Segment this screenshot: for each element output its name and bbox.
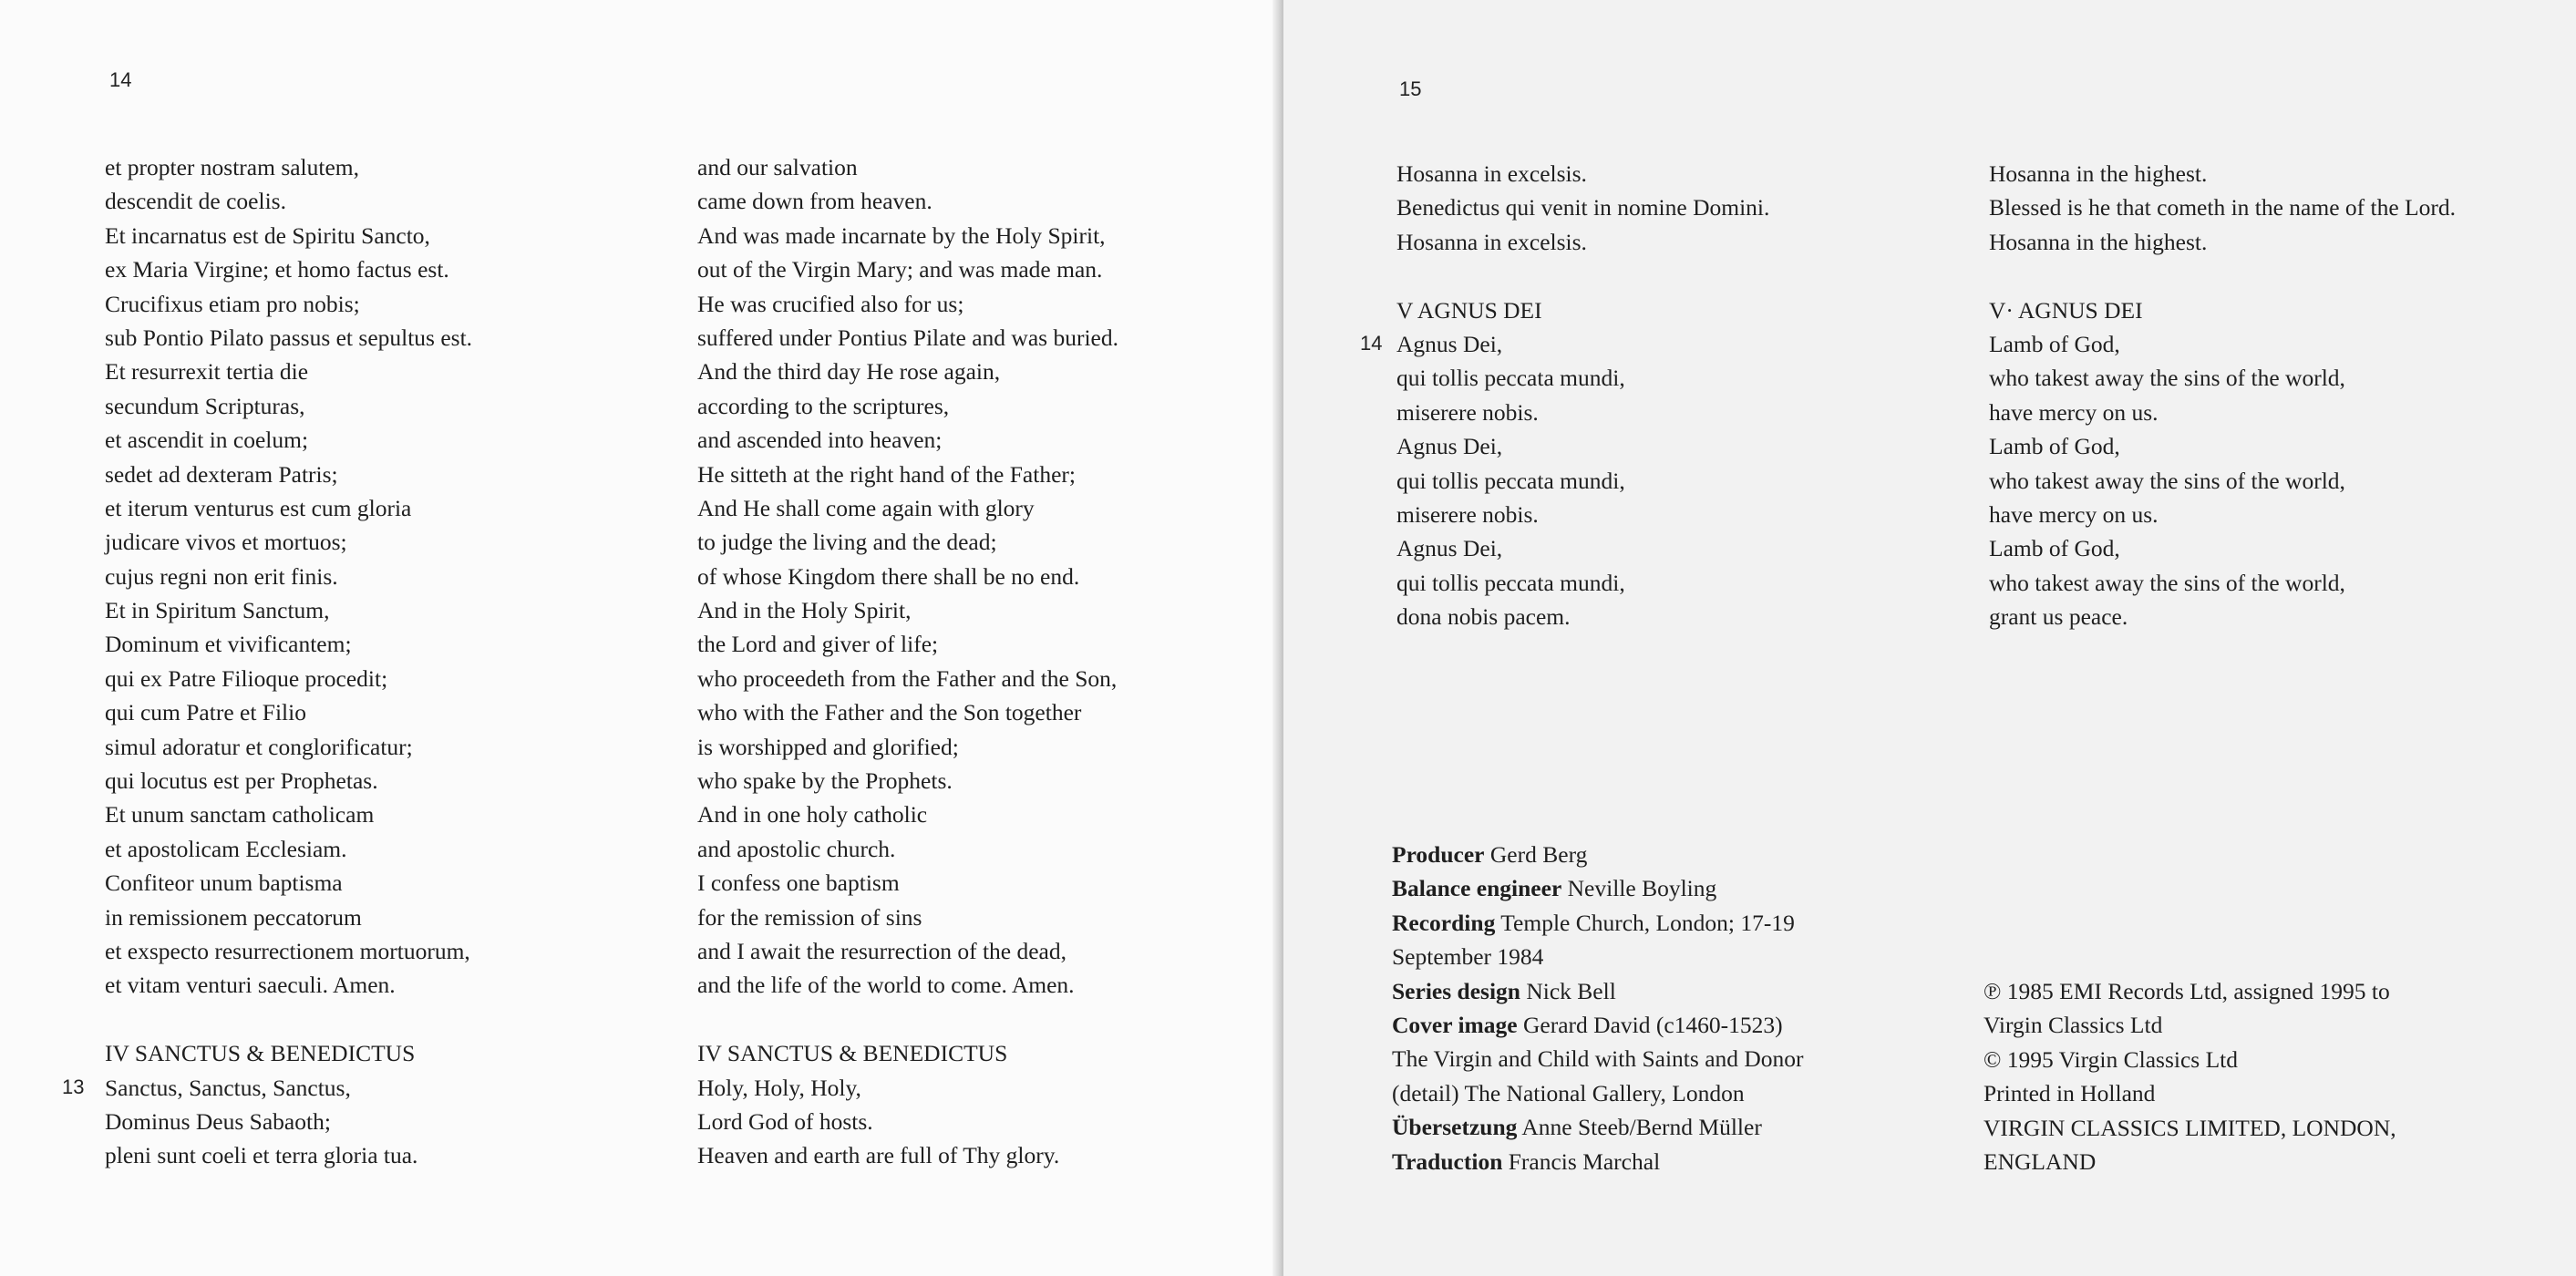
stanza-gap [1396,259,1769,293]
latin-line: Et unum sanctam catholicam [105,801,375,828]
credit-producer [1392,838,1804,871]
latin-line: Agnus Dei, [1396,535,1503,562]
credit-cover-cont: (detail) The National Gallery, London [1392,1079,1745,1106]
english-line: suffered under Pontius Pilate and was buried. [697,324,1118,351]
english-line: Lamb of God, [1989,433,2120,460]
copyright-line: VIRGIN CLASSICS LIMITED, LONDON, [1984,1114,2396,1141]
latin-line: Confiteor unum baptisma [105,870,343,897]
latin-line: qui tollis peccata mundi, [1396,467,1625,494]
english-line: Heaven and earth are full of Thy glory. [697,1142,1060,1169]
credit-value: Gerard David (c1460-1523) [1517,1011,1783,1038]
credit-label: Cover image [1392,1011,1518,1038]
english-line: according to the scriptures, [697,392,950,419]
latin-line: Crucifixus etiam pro nobis; [105,290,360,317]
english-line: for the remission of sins [697,903,922,931]
latin-line: et apostolicam Ecclesiam. [105,835,347,862]
latin-line: Hosanna in excelsis. [1396,228,1587,255]
latin-line: et propter nostram salutem, [105,154,360,180]
english-line: Holy, Holy, Holy, [697,1074,861,1101]
latin-line: qui ex Patre Filioque procedit; [105,664,388,692]
latin-line: Sanctus, Sanctus, Sanctus, [105,1074,351,1101]
english-line: Lord God of hosts. [697,1107,873,1135]
latin-line: Et resurrexit tertia die [105,358,309,386]
english-line: Lamb of God, [1989,535,2120,562]
latin-line: dona nobis pacem. [1396,603,1571,631]
english-line: He was crucified also for us; [697,290,964,317]
english-line: Blessed is he that cometh in the name of the Lord. [1989,194,2456,221]
latin-line: sedet ad dexteram Patris; [105,460,338,488]
track-number-14: 14 [1360,332,1383,355]
latin-line: qui locutus est per Prophetas. [105,767,378,795]
copyright-line: ℗ 1985 EMI Records Ltd, assigned 1995 to [1984,978,2390,1004]
credit-engineer [1392,871,1804,905]
stanza-gap [1989,259,2456,293]
credit-label: Traduction [1392,1147,1503,1175]
english-line: who takest away the sins of the world, [1989,467,2345,494]
section-heading-sanctus-latin: IV SANCTUS & BENEDICTUS [105,1040,416,1067]
latin-column [1396,157,1769,633]
credit-recording [1392,906,1804,940]
english-line: Hosanna in the highest. [1989,160,2208,187]
english-line: And He shall come again with glory [697,494,1035,521]
latin-line: et vitam venturi saeculi. Amen. [105,972,396,999]
english-line: Lamb of God, [1989,330,2120,357]
english-line: and the life of the world to come. Amen. [697,972,1075,999]
latin-line: et ascendit in coelum; [105,427,309,454]
credit-recording-cont: September 1984 [1392,943,1544,971]
latin-line: Hosanna in excelsis. [1396,160,1587,187]
section-heading-sanctus-english: IV SANCTUS & BENEDICTUS [697,1040,1008,1067]
latin-line: qui tollis peccata mundi, [1396,569,1625,596]
right-page [1283,0,2576,1276]
latin-line: pleni sunt coeli et terra gloria tua. [105,1142,418,1169]
latin-line: qui tollis peccata mundi, [1396,365,1625,392]
latin-line: et iterum venturus est cum gloria [105,494,412,521]
latin-line: et exspecto resurrectionem mortuorum, [105,937,470,964]
english-line: And was made incarnate by the Holy Spirit, [697,221,1106,249]
english-line: who with the Father and the Son together [697,699,1082,726]
english-line: He sitteth at the right hand of the Father; [697,460,1076,488]
english-line: and ascended into heaven; [697,427,943,454]
english-line: came down from heaven. [697,188,933,215]
section-heading-agnus-latin: V AGNUS DEI [1396,296,1542,324]
copyright-block [1984,974,2396,1178]
english-line: is worshipped and glorified; [697,733,959,760]
english-line: out of the Virgin Mary; and was made man. [697,256,1103,283]
latin-line: sub Pontio Pilato passus et sepultus est. [105,324,473,351]
latin-line: qui cum Patre et Filio [105,699,306,726]
latin-line: Et in Spiritum Sanctum, [105,597,330,624]
credit-value: Francis Marchal [1502,1147,1661,1175]
english-line: grant us peace. [1989,603,2128,631]
english-column [697,150,1118,1173]
left-page [0,0,1283,1276]
credit-value: Anne Steeb/Bernd Müller [1517,1114,1762,1141]
track-number-13: 13 [62,1075,85,1098]
credit-value: Gerd Berg [1484,841,1588,868]
latin-line: simul adoratur et conglorificatur; [105,733,413,760]
english-line: And the third day He rose again, [697,358,1001,386]
latin-line: judicare vivos et mortuos; [105,529,347,556]
english-line: who takest away the sins of the world, [1989,569,2345,596]
latin-column [105,150,472,1173]
english-line: who takest away the sins of the world, [1989,365,2345,392]
credit-label: Recording [1392,909,1496,936]
stanza-gap [697,1003,1118,1036]
copyright-line: Printed in Holland [1984,1080,2156,1107]
english-line: and apostolic church. [697,835,896,862]
credit-value: Temple Church, London; 17-19 [1495,909,1795,936]
latin-line: secundum Scripturas, [105,392,305,419]
credit-value: Nick Bell [1520,977,1616,1004]
english-line: to judge the living and the dead; [697,529,997,556]
credit-design [1392,974,1804,1008]
credits-block [1392,838,1804,1178]
english-line: who spake by the Prophets. [697,767,953,795]
page-number-14: 14 [109,68,132,91]
latin-line: ex Maria Virgine; et homo factus est. [105,256,449,283]
section-heading-agnus-english: V· AGNUS DEI [1989,296,2143,324]
english-column [1989,157,2456,633]
latin-line: Et incarnatus est de Spiritu Sancto, [105,221,430,249]
latin-line: Benedictus qui venit in nomine Domini. [1396,194,1770,221]
english-line: have mercy on us. [1989,500,2159,528]
copyright-line: Virgin Classics Ltd [1984,1012,2163,1039]
latin-line: miserere nobis. [1396,500,1539,528]
latin-line: in remissionem peccatorum [105,903,362,931]
english-line: who proceedeth from the Father and the Son, [697,664,1118,692]
copyright-line: © 1995 Virgin Classics Ltd [1984,1045,2238,1073]
credit-uebersetzung [1392,1110,1804,1144]
credit-label: Series design [1392,977,1520,1004]
english-line: of whose Kingdom there shall be no end. [697,562,1080,590]
english-line: and I await the resurrection of the dead, [697,937,1066,964]
latin-line: descendit de coelis. [105,188,286,215]
credit-label: Übersetzung [1392,1114,1518,1141]
english-line: Hosanna in the highest. [1989,228,2208,255]
stanza-gap [105,1003,472,1036]
credit-cover-cont: The Virgin and Child with Saints and Donor [1392,1045,1804,1073]
english-line: the Lord and giver of life; [697,631,939,658]
credit-label: Balance engineer [1392,875,1562,902]
english-line: And in the Holy Spirit, [697,597,912,624]
copyright-line: ENGLAND [1984,1147,2097,1175]
credit-label: Producer [1392,841,1485,868]
latin-line: cujus regni non erit finis. [105,562,338,590]
latin-line: Agnus Dei, [1396,330,1503,357]
latin-line: Dominus Deus Sabaoth; [105,1107,331,1135]
page-number-15: 15 [1399,77,1422,100]
english-line: and our salvation [697,154,858,180]
credit-traduction [1392,1145,1804,1178]
latin-line: miserere nobis. [1396,398,1539,426]
credit-cover [1392,1008,1804,1042]
english-line: I confess one baptism [697,870,900,897]
english-line: have mercy on us. [1989,398,2159,426]
english-line: And in one holy catholic [697,801,928,828]
credit-value: Neville Boyling [1561,875,1717,902]
latin-line: Agnus Dei, [1396,433,1503,460]
latin-line: Dominum et vivificantem; [105,631,352,658]
